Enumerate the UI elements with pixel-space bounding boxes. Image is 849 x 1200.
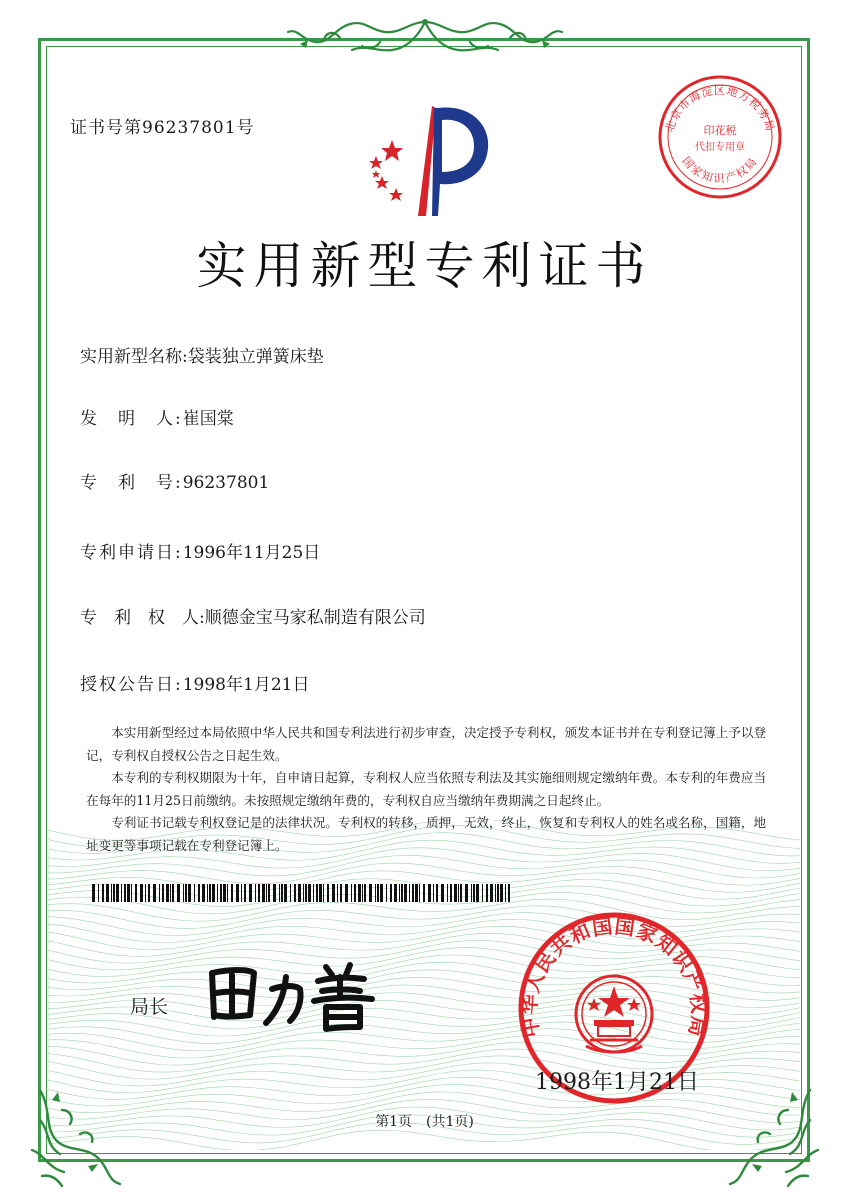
certificate-title: 实用新型专利证书: [196, 237, 653, 295]
page-footer: 第1页 (共1页): [375, 1114, 474, 1130]
field-application-date: [80, 538, 320, 563]
certificate-body: [86, 722, 776, 857]
field-label: 专 利 权 人:: [80, 608, 205, 628]
field-label: 实用新型名称:: [80, 347, 188, 367]
field-patentee: [80, 603, 426, 628]
field-value: 袋装独立弹簧床垫: [187, 347, 324, 367]
field-value: 1998年1月21日: [182, 675, 310, 695]
tax-seal-line2: 代扣专用章: [695, 142, 745, 153]
official-seal-ring-text: 中华人民共和国国家知识产权局: [516, 913, 712, 1040]
tax-seal-outer-text: 北京市海淀区地方税务局: [663, 84, 777, 134]
body-paragraph: 本专利的专利权期限为十年，自申请日起算，专利权人应当依照专利法及其实施细则规定缴纳年费。本专利的年费应当在每年的11月25日前缴纳。未按照规定缴纳年费的，专利权自应当缴纳年费期满之日起终止。: [86, 770, 767, 808]
body-paragraph: 专利证书记载专利权登记是的法律状况。专利权的转移，质押，无效，终止，恢复和专利权人的姓名或名称，国籍，地址变更等事项记载在专利登记簿上。: [86, 815, 767, 853]
top-ornament-icon: [280, 14, 570, 66]
bottom-left-ornament-icon: [22, 1080, 132, 1190]
issue-date: 1998年1月21日: [535, 1070, 699, 1095]
patent-office-emblem-icon: [352, 98, 502, 218]
national-emblem-icon: [576, 976, 652, 1052]
field-utility-model-name: [80, 342, 324, 367]
field-inventor: [80, 404, 234, 429]
field-patent-number: [80, 468, 269, 493]
field-label: 专 利 号:: [80, 473, 183, 493]
director-signature: [200, 955, 390, 1035]
certificate-number: 证书号第96237801号: [70, 118, 255, 138]
barcode-icon: [92, 884, 512, 902]
field-label: 专利申请日:: [80, 543, 183, 563]
tax-seal-line1: 印花税: [703, 124, 737, 137]
field-value: 1996年11月25日: [182, 543, 321, 563]
field-value: 崔国棠: [182, 409, 234, 429]
field-grant-date: [80, 670, 309, 695]
bottom-right-ornament-icon: [718, 1080, 828, 1190]
body-paragraph: 本实用新型经过本局依照中华人民共和国专利法进行初步审查，决定授予专利权，颁发本证书并在专利登记簿上予以登记，专利权自授权公告之日起生效。: [86, 725, 767, 763]
tax-stamp-seal: [655, 72, 785, 202]
director-label: 局长: [130, 996, 169, 1018]
field-value: 96237801: [182, 473, 270, 493]
tax-seal-bottom-text: 国家知识产权局: [679, 154, 761, 186]
field-value: 顺德金宝马家私制造有限公司: [204, 608, 426, 628]
field-label: 授权公告日:: [80, 675, 183, 695]
field-label: 发 明 人:: [80, 409, 183, 429]
